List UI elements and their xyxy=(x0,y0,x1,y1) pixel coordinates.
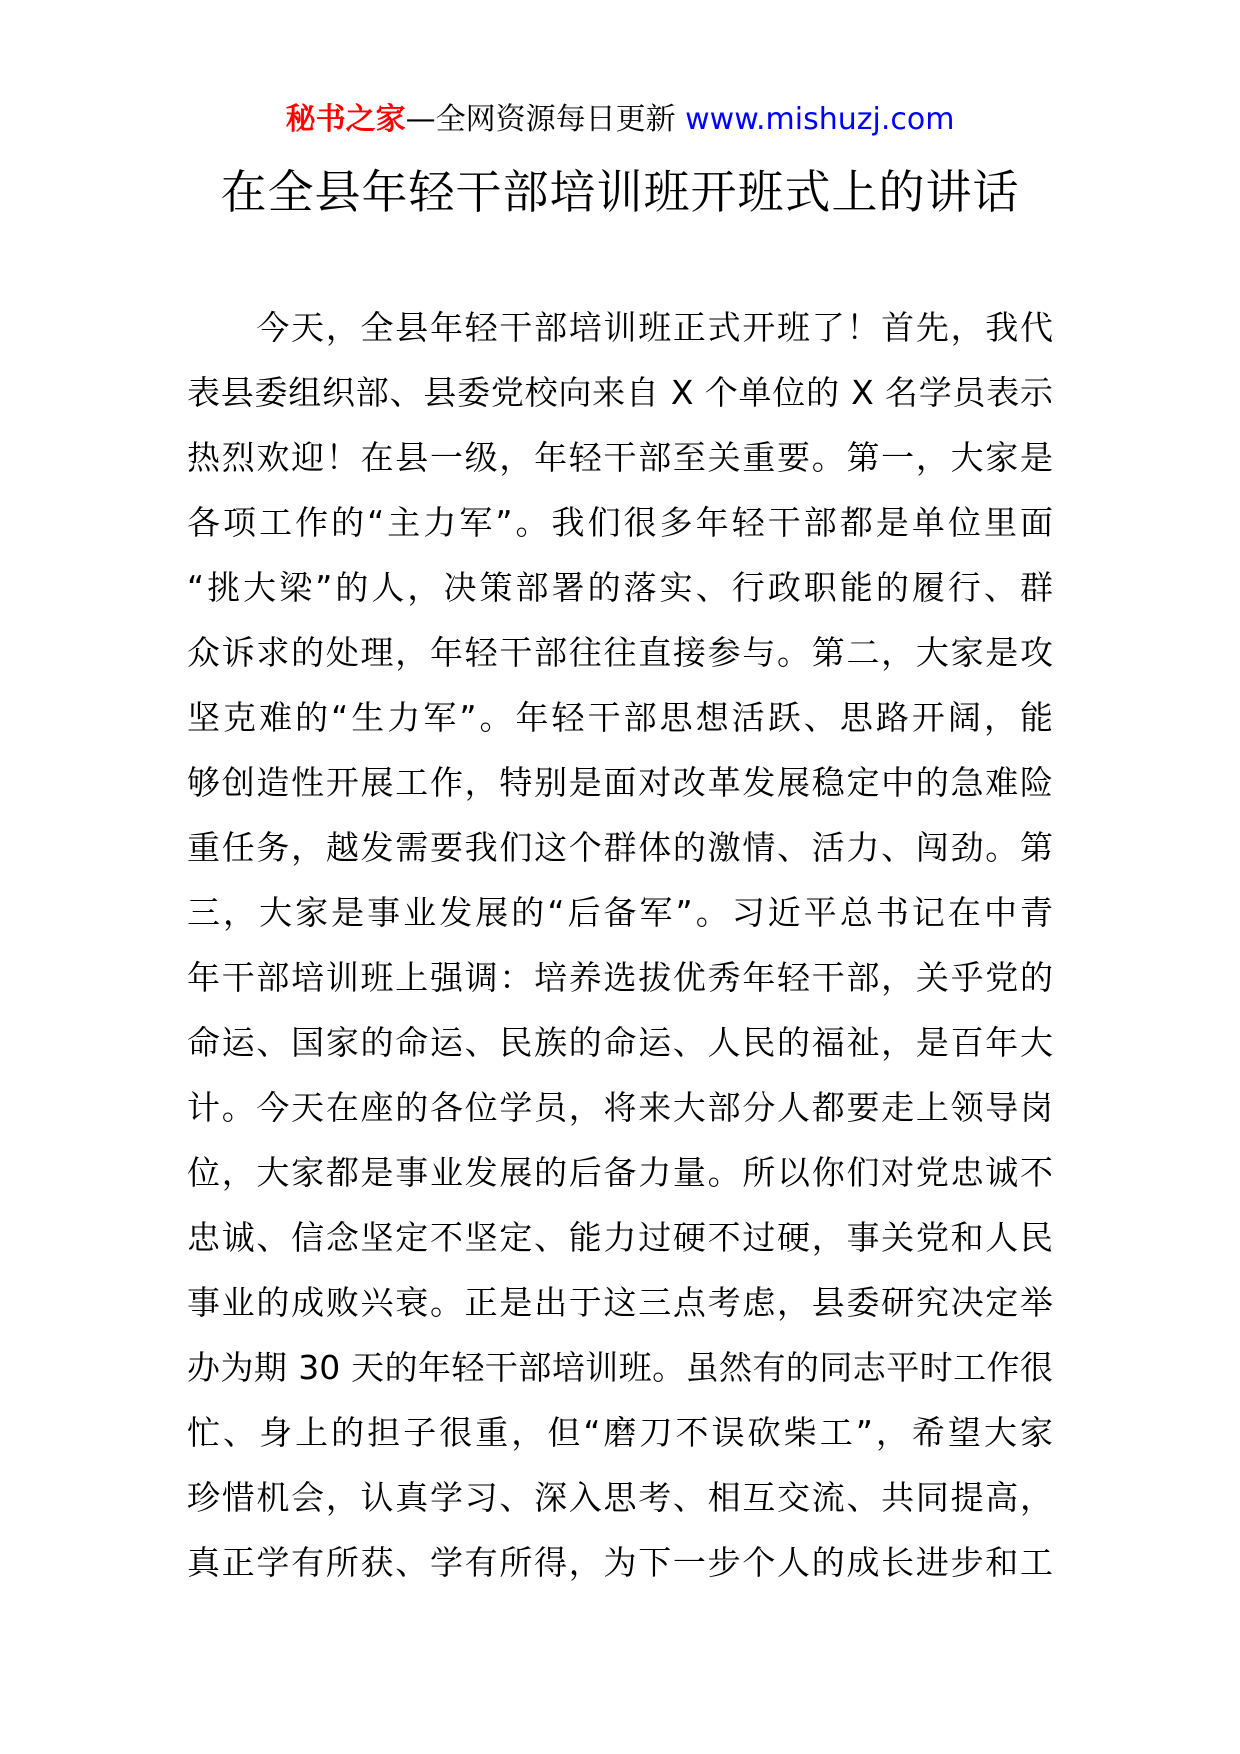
body-line: 办为期 30 天的年轻干部培训班。虽然有的同志平时工作很 xyxy=(187,1348,1053,1387)
body-line: 位，大家都是事业发展的后备力量。所以你们对党忠诚不 xyxy=(187,1153,1053,1192)
document-title: 在全县年轻干部培训班开班式上的讲话 xyxy=(220,165,1020,219)
site-brand: 秘书之家 xyxy=(285,102,406,137)
document-body xyxy=(187,295,1053,1595)
body-line: 珍惜机会，认真学习、深入思考、相互交流、共同提高， xyxy=(187,1478,1053,1517)
body-line: “挑大梁”的人，决策部署的落实、行政职能的履行、群 xyxy=(187,568,1053,607)
body-line: 忠诚、信念坚定不坚定、能力过硬不过硬，事关党和人民 xyxy=(187,1218,1053,1257)
body-line: 三，大家是事业发展的“后备军”。习近平总书记在中青 xyxy=(187,893,1053,932)
body-line: 年干部培训班上强调：培养选拔优秀年轻干部，关乎党的 xyxy=(187,958,1053,997)
body-line: 忙、身上的担子很重，但“磨刀不误砍柴工”，希望大家 xyxy=(187,1413,1053,1452)
site-url-link[interactable]: www.mishuzj.com xyxy=(685,102,955,137)
body-line: 表县委组织部、县委党校向来自 X 个单位的 X 名学员表示 xyxy=(187,373,1053,412)
body-line: 真正学有所获、学有所得，为下一步个人的成长进步和工 xyxy=(187,1543,1053,1582)
body-line: 今天，全县年轻干部培训班正式开班了！首先，我代 xyxy=(187,308,1053,347)
body-line: 众诉求的处理，年轻干部往往直接参与。第二，大家是攻 xyxy=(187,633,1053,672)
body-line: 命运、国家的命运、民族的命运、人民的福祉，是百年大 xyxy=(187,1023,1053,1062)
body-line: 够创造性开展工作，特别是面对改革发展稳定中的急难险 xyxy=(187,763,1053,802)
site-tagline: —全网资源每日更新 xyxy=(405,102,686,137)
body-line: 事业的成败兴衰。正是出于这三点考虑，县委研究决定举 xyxy=(187,1283,1053,1322)
body-line: 热烈欢迎！在县一级，年轻干部至关重要。第一，大家是 xyxy=(187,438,1053,477)
body-line: 重任务，越发需要我们这个群体的激情、活力、闯劲。第 xyxy=(187,828,1053,867)
body-line: 计。今天在座的各位学员，将来大部分人都要走上领导岗 xyxy=(187,1088,1053,1127)
body-line: 坚克难的“生力军”。年轻干部思想活跃、思路开阔，能 xyxy=(187,698,1053,737)
site-header xyxy=(0,100,1240,140)
body-line: 各项工作的“主力军”。我们很多年轻干部都是单位里面 xyxy=(187,503,1053,542)
